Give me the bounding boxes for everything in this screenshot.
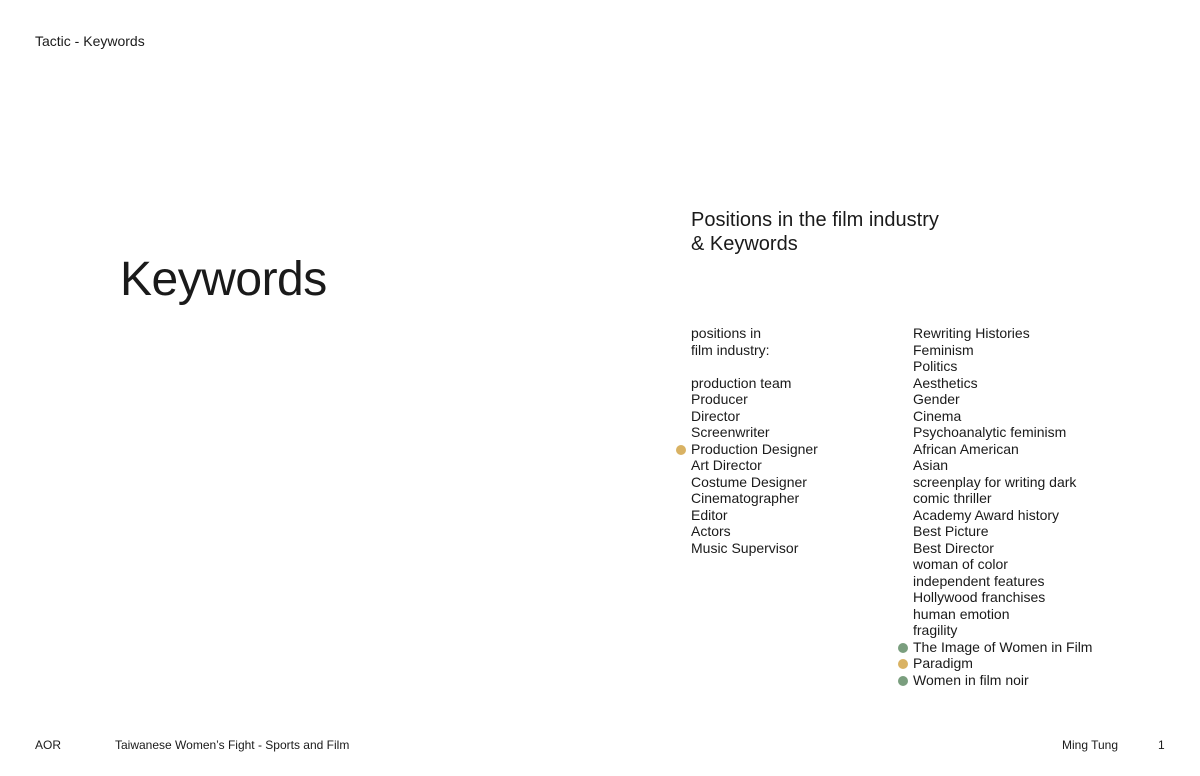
keyword-item-label: human emotion [913, 605, 1010, 622]
section-title-line-1: Positions in the film industry [691, 209, 939, 231]
keyword-item [913, 573, 1173, 590]
keyword-item-label: Feminism [913, 341, 974, 358]
section-title [691, 208, 991, 256]
footer-left-label: AOR [35, 738, 62, 752]
keyword-item [913, 424, 1173, 441]
section-title-line-2: & Keywords [691, 233, 798, 255]
keyword-item-label: Women in film noir [913, 671, 1029, 688]
position-item-label: Costume Designer [691, 473, 807, 490]
keyword-item-label: Paradigm [913, 655, 973, 671]
position-item-label: Actors [691, 523, 731, 539]
keyword-item [913, 622, 1173, 639]
keyword-item-label: Academy Award history [913, 506, 1060, 523]
position-item [691, 375, 891, 392]
position-item-label: Cinematographer [691, 490, 800, 506]
positions-column [691, 325, 891, 556]
position-item [691, 441, 891, 458]
position-item [691, 507, 891, 524]
position-item-label: Screenwriter [691, 424, 770, 440]
green-marker-dot-icon [898, 676, 908, 686]
position-item [691, 540, 891, 557]
position-item [691, 474, 891, 491]
keyword-item-label: fragility [913, 622, 958, 638]
keyword-item-label: independent features [913, 572, 1045, 589]
position-item [691, 457, 891, 474]
position-item-label: Editor [691, 506, 728, 523]
positions-spacer [691, 358, 891, 375]
keyword-item-label: Asian [913, 457, 949, 473]
keyword-item-label: screenplay for writing dark [913, 473, 1077, 490]
keyword-item-label: Gender [913, 391, 960, 407]
position-item-label: Producer [691, 391, 748, 407]
positions-heading-line-1: positions in [691, 325, 762, 341]
keyword-item-label: Politics [913, 358, 958, 374]
keyword-item [913, 490, 1173, 507]
keyword-item [913, 507, 1173, 524]
position-item-label: Music Supervisor [691, 539, 799, 556]
keyword-item-label: African American [913, 440, 1019, 457]
position-item [691, 490, 891, 507]
keyword-item-label: Aesthetics [913, 374, 978, 391]
keyword-item [913, 375, 1173, 392]
keyword-item [913, 457, 1173, 474]
gold-marker-dot-icon [898, 659, 908, 669]
keyword-item-label: Best Director [913, 539, 994, 556]
footer-title: Taiwanese Women’s Fight - Sports and Film [115, 738, 350, 752]
position-item [691, 391, 891, 408]
keyword-item [913, 342, 1173, 359]
keyword-item-label: woman of color [913, 556, 1008, 572]
keyword-item [913, 391, 1173, 408]
position-item-label: Production Designer [691, 440, 818, 457]
keyword-item-label: Hollywood franchises [913, 589, 1046, 605]
gold-marker-dot-icon [676, 445, 686, 455]
position-item-label: Art Director [691, 457, 762, 473]
page-header-label: Tactic - Keywords [35, 33, 145, 49]
footer-page-number: 1 [1158, 738, 1165, 752]
keyword-item-label: Psychoanalytic feminism [913, 424, 1067, 440]
keyword-item [913, 523, 1173, 540]
keyword-item-label: Best Picture [913, 523, 989, 539]
keyword-item-label: Cinema [913, 407, 962, 424]
keywords-column [913, 325, 1173, 688]
keyword-item [913, 556, 1173, 573]
footer-author: Ming Tung [1062, 738, 1119, 752]
keyword-item [913, 408, 1173, 425]
keyword-item [913, 606, 1173, 623]
keyword-item [913, 672, 1173, 689]
position-item-label: production team [691, 374, 792, 391]
green-marker-dot-icon [898, 643, 908, 653]
position-item [691, 408, 891, 425]
position-item [691, 523, 891, 540]
keyword-item [913, 589, 1173, 606]
keyword-item-label: Rewriting Histories [913, 325, 1030, 341]
position-item-label: Director [691, 407, 741, 424]
positions-list [691, 375, 891, 557]
keywords-list [913, 325, 1173, 688]
keyword-item [913, 474, 1173, 491]
keyword-item [913, 540, 1173, 557]
keyword-item [913, 441, 1173, 458]
position-item [691, 424, 891, 441]
keyword-item-label: The Image of Women in Film [913, 638, 1093, 655]
page-title: Keywords [120, 253, 327, 306]
keyword-item-label: comic thriller [913, 490, 992, 506]
keyword-item [913, 325, 1173, 342]
keyword-item [913, 655, 1173, 672]
positions-heading-line-2: film industry: [691, 341, 770, 358]
keyword-item [913, 358, 1173, 375]
keyword-item [913, 639, 1173, 656]
